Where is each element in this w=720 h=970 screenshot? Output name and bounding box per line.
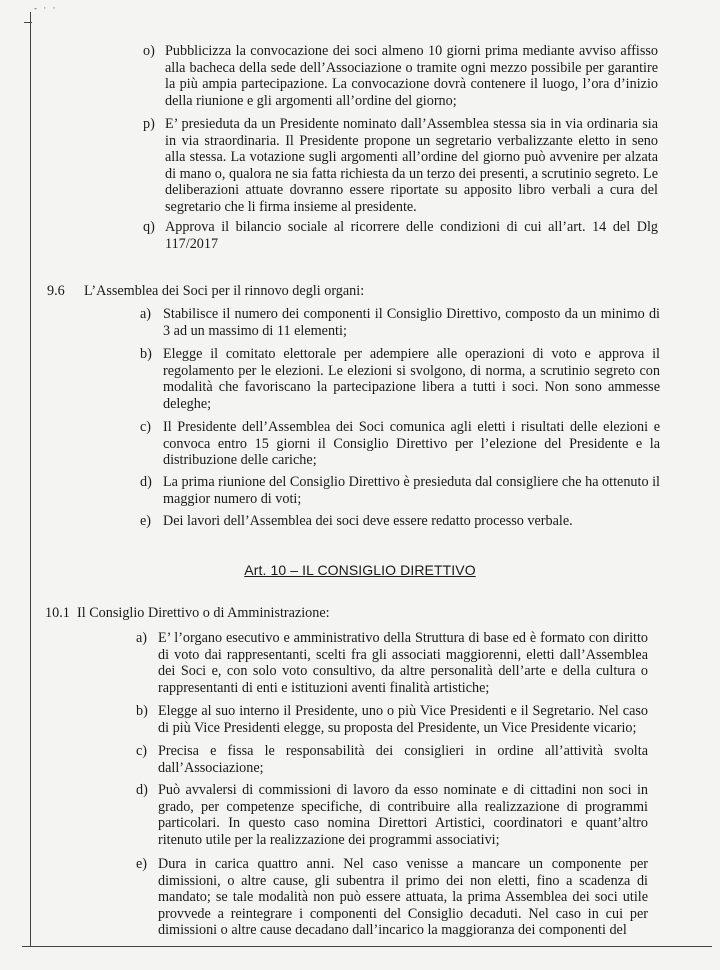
item-label: a): [140, 306, 152, 322]
section-number: 9.6: [47, 283, 65, 299]
item-label: c): [140, 419, 152, 435]
item-label: e): [140, 513, 152, 529]
list-item-q: [143, 219, 658, 252]
list-item-e: [136, 856, 648, 939]
list-item-a: [140, 306, 660, 339]
item-label: d): [140, 474, 152, 490]
list-item-o: [143, 43, 658, 109]
list-item-d: [136, 782, 648, 848]
item-label: p): [143, 116, 155, 132]
item-label: b): [136, 703, 148, 719]
item-text: Precisa e fissa le responsabilità dei consiglieri in ordine all’attività svolta dall’Associazione;: [158, 743, 648, 776]
item-label: e): [136, 856, 148, 872]
list-item-e: [140, 513, 660, 530]
list-item-b: [140, 346, 660, 412]
item-text: Approva il bilancio sociale al ricorrere delle condizioni di cui all’art. 14 del Dlg 117/2017: [165, 219, 658, 252]
item-text: Il Presidente dell’Assemblea dei Soci comunica agli eletti i risultati delle elezioni e convoca entro 15 giorni il Consiglio Direttivo per l’elezione del Presidente e la distribuzione delle cariche;: [163, 419, 660, 469]
section-title: Il Consiglio Direttivo o di Amministrazione:: [77, 605, 330, 621]
item-text: Elegge al suo interno il Presidente, uno o più Vice Presidenti e il Segretario. Nel caso di più Vice Presidenti elegge, su proposta del Presidente, un Vice Presidente vicario;: [158, 703, 648, 736]
item-text: Elegge il comitato elettorale per adempiere alle operazioni di voto e approva il regolamento per le elezioni. Le elezioni si svolgono, di norma, a scrutinio segreto con modalità che favoriscano la partecipazione libera a tutti i soci. Non sono ammesse deleghe;: [163, 346, 660, 412]
list-item-c: [136, 743, 648, 776]
item-label: d): [136, 782, 148, 798]
item-text: Dura in carica quattro anni. Nel caso venisse a mancare un componente per dimissioni, o altre cause, gli subentra il primo dei non eletti, fino a scadenza di mandato; se tale modalità non può essere attuata, la prima Assemblea dei soci utile provvede a reintegrare i componenti del Consiglio decaduti. Nel caso in cui per dimissioni o altre cause decadano dall’incarico la maggioranza dei componenti del: [158, 856, 648, 939]
left-margin-rule: [30, 12, 31, 947]
item-label: o): [143, 43, 155, 59]
list-item-d: [140, 474, 660, 507]
section-title: L’Assemblea dei Soci per il rinnovo degli organi:: [84, 283, 365, 299]
scan-marks: - · ·: [34, 3, 58, 13]
list-item-p: [143, 116, 658, 216]
item-text: E’ presieduta da un Presidente nominato dall’Assemblea stessa sia in via ordinaria sia in via straordinaria. Il Presidente propone un segretario verbalizzante eletto in seno alla stessa. La votazione sugli argomenti all’ordine del giorno può avvenire per alzata di mano o, qualora ne sia fatta richiesta da un terzo dei presenti, a scrutinio segreto. Le deliberazioni attuate dovranno essere riportate su apposito libro verbali a cura del segretario che li firma insieme al presidente.: [165, 116, 658, 215]
list-item-c: [140, 419, 660, 469]
item-text: Pubblicizza la convocazione dei soci almeno 10 giorni prima mediante avviso affisso alla bacheca della sede dell’Associazione o tramite ogni mezzo possibile per garantire la più ampia partecipazione. La convocazione dovrà contenere il luogo, l’ora d’inizio della riunione e gli argomenti all’ordine del giorno;: [165, 43, 658, 109]
item-text: Può avvalersi di commissioni di lavoro da esso nominate e di cittadini non soci in grado, per competenze specifiche, di contribuire alla realizzazione di programmi particolari. In questo caso nomina Direttori Artistici, coordinatori e quant’altro ritenuto utile per la realizzazione dei programmi associativi;: [158, 782, 648, 848]
margin-tick: [24, 22, 32, 23]
bottom-rule: [22, 946, 712, 947]
article-title: Art. 10 – IL CONSIGLIO DIRETTIVO: [244, 562, 476, 578]
list-item-a: [136, 630, 648, 696]
item-label: q): [143, 219, 155, 235]
section-number: 10.1: [45, 605, 70, 621]
item-text: Dei lavori dell’Assemblea dei soci deve essere redatto processo verbale.: [163, 513, 573, 529]
item-label: a): [136, 630, 148, 646]
item-text: La prima riunione del Consiglio Direttivo è presieduta dal consigliere che ha ottenuto il maggior numero di voti;: [163, 474, 660, 507]
item-label: c): [136, 743, 148, 759]
item-text: E’ l’organo esecutivo e amministrativo della Struttura di base ed è formato con diritto di voto dai rappresentanti, scelti fra gli associati maggiorenni, eletti dall’Assemblea dei Soci e, con solo voto consultivo, da altre personalità dell’arte e della cultura o rappresentanti di enti e istituzioni aventi finalità artistiche;: [158, 630, 648, 696]
list-item-b: [136, 703, 648, 736]
item-text: Stabilisce il numero dei componenti il Consiglio Direttivo, composto da un minimo di 3 ad un massimo di 11 elementi;: [163, 306, 660, 339]
item-label: b): [140, 346, 152, 362]
